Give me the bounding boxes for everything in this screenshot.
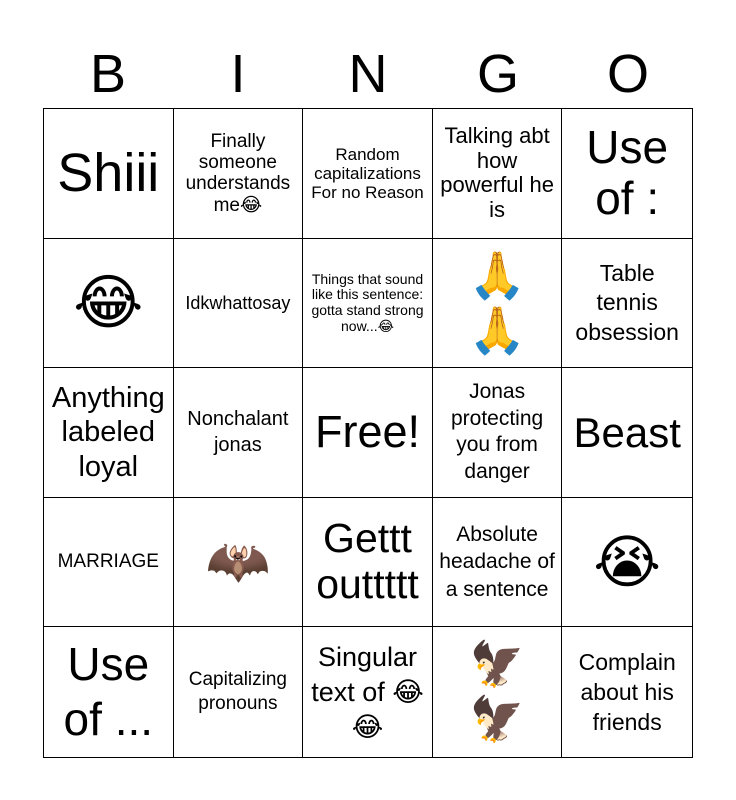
bingo-cell-1-1[interactable] (44, 109, 174, 239)
header-letter-n: N (348, 44, 388, 104)
cell-label: Shiii (57, 143, 160, 204)
bingo-cell-3-2[interactable] (174, 368, 304, 498)
tears-of-joy-icon: 😂 (73, 267, 144, 338)
eagle-icon: 🦅 🦅 (469, 639, 525, 746)
bingo-cell-1-2[interactable] (174, 109, 304, 239)
cell-label: MARRIAGE (57, 551, 159, 573)
bingo-cell-3-1[interactable] (44, 368, 174, 498)
bingo-cell-2-4[interactable] (433, 239, 563, 369)
bingo-cell-3-5[interactable] (562, 368, 692, 498)
cell-label: Use of : (586, 120, 669, 225)
bingo-cell-5-4[interactable] (433, 627, 563, 757)
cell-label: Beast (573, 408, 681, 456)
cell-label: Finally someone understands me😂 (185, 130, 291, 216)
loudly-crying-face-icon: 😭 (593, 528, 662, 597)
bingo-cell-2-2[interactable] (174, 239, 304, 369)
bingo-cell-2-3[interactable] (303, 239, 433, 369)
bingo-cell-4-4[interactable] (433, 498, 563, 628)
bingo-cell-1-3[interactable] (303, 109, 433, 239)
bingo-cell-1-5[interactable] (562, 109, 692, 239)
cell-label: Free! (314, 406, 420, 458)
bingo-cell-5-1[interactable] (44, 627, 174, 757)
header-letter-g: G (476, 44, 519, 104)
bingo-cell-1-4[interactable] (433, 109, 563, 239)
bingo-cell-3-3[interactable] (303, 368, 433, 498)
bingo-cell-4-2[interactable] (174, 498, 304, 628)
bingo-board (43, 108, 693, 758)
cell-label: Gettt outtttt (316, 515, 419, 608)
cell-label: Absolute headache of a sentence (439, 523, 555, 601)
cell-label: Random capitalizations For no Reason (311, 144, 424, 202)
header-letter-o: O (606, 44, 649, 104)
bingo-cell-4-5[interactable] (562, 498, 692, 628)
cell-label: Anything labeled loyal (51, 382, 165, 483)
cell-label: Singular text of 😂😂 (311, 641, 424, 742)
bingo-cell-3-4[interactable] (433, 368, 563, 498)
bingo-cell-5-5[interactable] (562, 627, 692, 757)
cell-label: Complain about his friends (578, 648, 676, 736)
cell-label: Idkwhattosay (185, 292, 291, 313)
cell-label: Talking abt how powerful he is (440, 123, 554, 222)
cell-label: Things that sound like this sentence: gotta stand strong now...😂 (311, 270, 424, 334)
bingo-header (43, 40, 693, 108)
folded-hands-icon: 🙏 🙏 (468, 247, 526, 357)
bingo-cell-2-1[interactable] (44, 239, 174, 369)
cell-label: Jonas protecting you from danger (450, 379, 544, 484)
bingo-cell-2-5[interactable] (562, 239, 692, 369)
cell-label: Table tennis obsession (575, 259, 679, 345)
bingo-cell-5-2[interactable] (174, 627, 304, 757)
bingo-cell-5-3[interactable] (303, 627, 433, 757)
header-letter-b: B (89, 44, 127, 104)
cell-label: Use of ... (63, 638, 154, 746)
bingo-cell-4-3[interactable] (303, 498, 433, 628)
bingo-cell-4-1[interactable] (44, 498, 174, 628)
cell-label: Capitalizing pronouns (188, 668, 287, 715)
bat-icon: 🦇 (205, 532, 271, 593)
cell-label: Nonchalant jonas (187, 408, 289, 457)
header-letter-i: I (230, 44, 246, 104)
